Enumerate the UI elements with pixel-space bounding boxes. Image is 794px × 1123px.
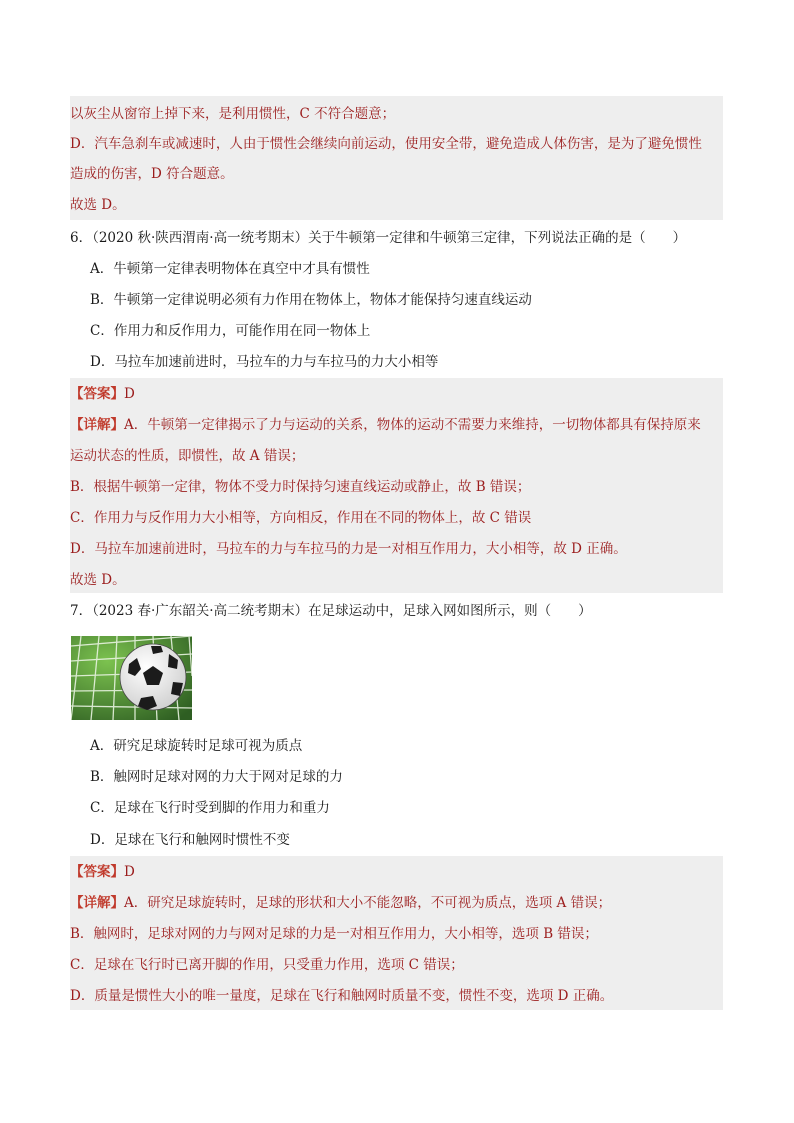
question-7-detail-line: B．触网时，足球对网的力与网对足球的力是一对相互作用力，大小相等，选项 B 错误； [70, 926, 598, 942]
question-7-detail-first [70, 893, 611, 913]
question-6-detail-line: C．作用力与反作用力大小相等，方向相反，作用在不同的物体上，故 C 错误 [70, 510, 532, 526]
question-6-detail-first [70, 415, 701, 435]
question-7-option-a: A．研究足球旋转时足球可视为质点 [90, 738, 303, 754]
explanation-line: 造成的伤害，D 符合题意。 [70, 166, 234, 182]
question-6-option-c: C．作用力和反作用力，可能作用在同一物体上 [90, 323, 371, 339]
explanation-line: 故选 D。 [70, 197, 126, 213]
question-7-option-c: C．足球在飞行时受到脚的作用力和重力 [90, 800, 330, 816]
question-6-option-a: A．牛顿第一定律表明物体在真空中才具有惯性 [90, 261, 370, 277]
question-6-option-b: B．牛顿第一定律说明必须有力作用在物体上，物体才能保持匀速直线运动 [90, 292, 532, 308]
detail-tag: 【详解】 [70, 417, 124, 433]
answer-value: D [124, 864, 135, 880]
question-6-stem: 6．（2020 秋·陕西渭南·高一统考期末）关于牛顿第一定律和牛顿第三定律，下列说法正确的是（ ） [70, 230, 687, 246]
question-7-answer [70, 862, 135, 882]
detail-text: A．研究足球旋转时，足球的形状和大小不能忽略，不可视为质点，选项 A 错误； [124, 895, 612, 911]
soccer-ball-goal-image [71, 636, 192, 720]
question-6-detail-line: B．根据牛顿第一定律，物体不受力时保持匀速直线运动或静止，故 B 错误； [70, 479, 531, 495]
question-7-stem: 7．（2023 春·广东韶关·高二统考期末）在足球运动中，足球入网如图所示，则（ ） [70, 603, 592, 619]
question-7-detail-line: C．足球在飞行时已离开脚的作用，只受重力作用，选项 C 错误； [70, 957, 464, 973]
question-6-answer [70, 384, 135, 404]
question-6-detail-line: D．马拉车加速前进时，马拉车的力与车拉马的力是一对相互作用力，大小相等，故 D 正确。 [70, 541, 627, 557]
detail-text: A．牛顿第一定律揭示了力与运动的关系，物体的运动不需要力来维持，一切物体都具有保持原来 [124, 417, 701, 433]
question-7-detail-line: D．质量是惯性大小的唯一量度，足球在飞行和触网时质量不变，惯性不变，选项 D 正确。 [70, 988, 614, 1004]
answer-tag: 【答案】 [70, 864, 124, 880]
answer-tag: 【答案】 [70, 386, 124, 402]
explanation-line: D．汽车急刹车或减速时，人由于惯性会继续向前运动，使用安全带，避免造成人体伤害，是为了避免惯性 [70, 136, 702, 152]
question-6-detail-line: 运动状态的性质，即惯性，故 A 错误； [70, 448, 305, 464]
explanation-line: 以灰尘从窗帘上掉下来，是利用惯性，C 不符合题意； [70, 106, 396, 122]
question-7-option-d: D．足球在飞行和触网时惯性不变 [90, 832, 290, 848]
soccer-ball-icon [71, 636, 192, 720]
question-6-option-d: D．马拉车加速前进时，马拉车的力与车拉马的力大小相等 [90, 354, 439, 370]
question-7-option-b: B．触网时足球对网的力大于网对足球的力 [90, 769, 343, 785]
question-6-detail-line: 故选 D。 [70, 572, 126, 588]
answer-value: D [124, 386, 135, 402]
detail-tag: 【详解】 [70, 895, 124, 911]
